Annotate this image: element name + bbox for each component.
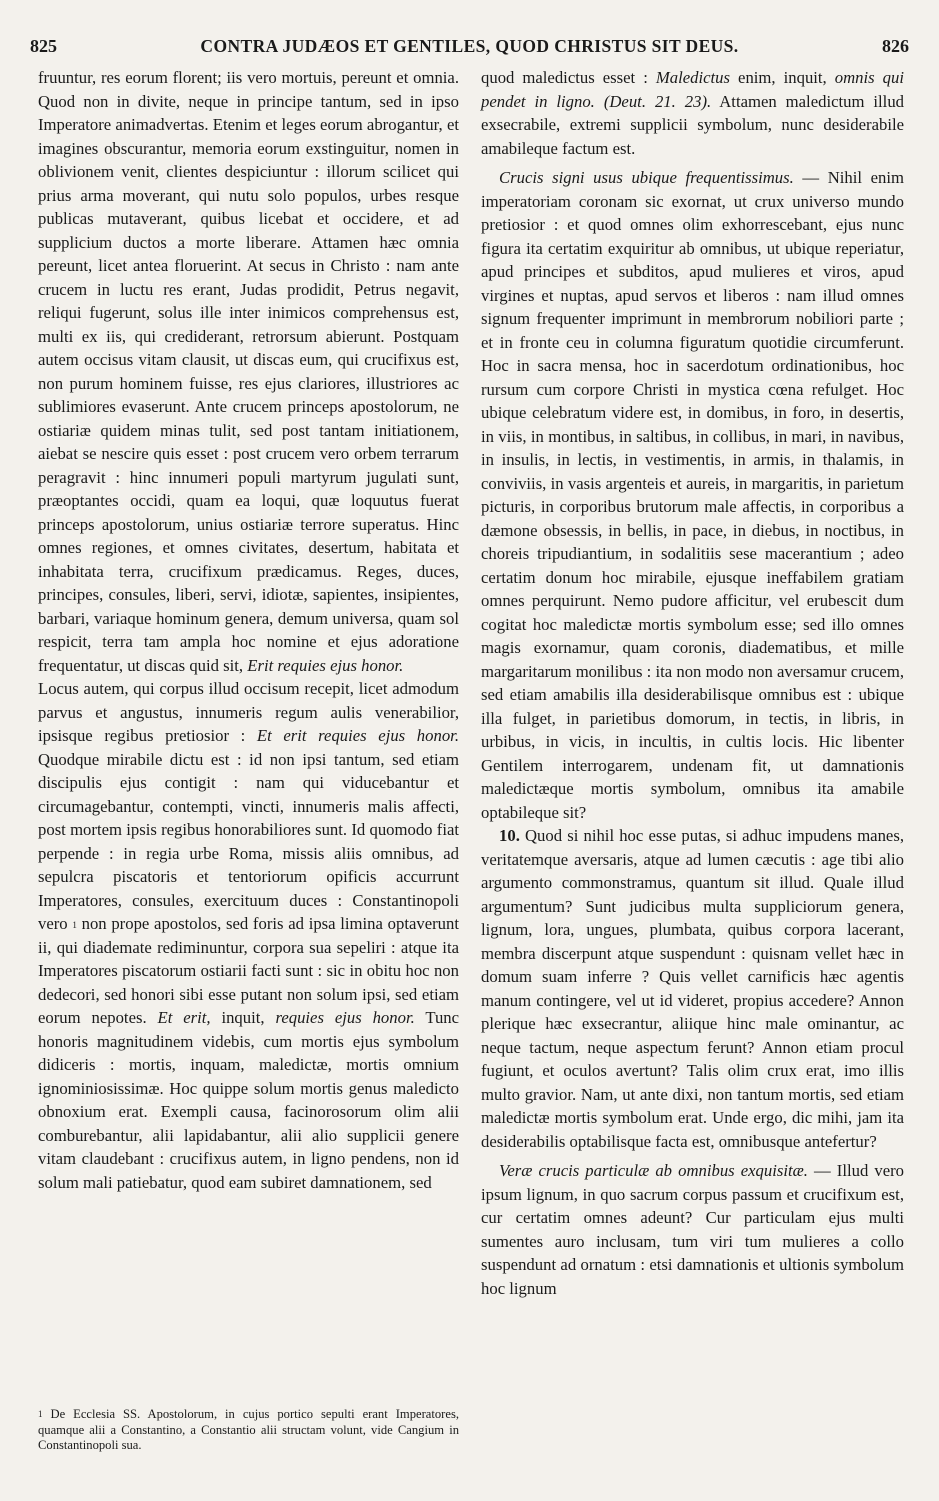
right-column [481,66,904,1300]
scripture-reference: (Deut. 21. 23). [603,91,712,111]
text-run: Attamen maledictum illud exsecrabile, extremi supplicii symbolum, nunc desiderabile amabileque factum est. [481,91,905,158]
text-run: — Illud vero ipsum lignum, in quo sacrum corpus passum et crucifixum est, cur certatim omnes adeunt? Cur particulam ejus multi sumentes auro inclusam, tum viri tum mulieres a collo suspendunt ad ornatum : etsi damnationis et ultionis symbolum hoc lignum [481,1161,905,1298]
paragraph-number: 10. [499,826,520,845]
footnote-marker: 1 [72,920,77,930]
text-run: non prope apostolos, sed foris ad ipsa limina optaverunt ii, qui diademate rediminuntur, corpora sua sepeliri : atque ita Imperatores piscatorum ostiarii facti sunt : sic in obitu hoc non dedecori, sed honori sibi esse putant non solum ipsi, sed etiam eorum nepotes. [38,914,460,1027]
section-heading: Veræ crucis particulæ ab omnibus exquisitæ. [499,1161,808,1180]
paragraph [38,677,459,1194]
paragraph [481,66,904,160]
footnote-mark: 1 [38,1409,43,1419]
page-number-left: 825 [30,36,57,56]
text-run: enim, inquit, [738,68,827,87]
text-run: Quod si nihil hoc esse putas, si adhuc impudens manes, veritatemque aversaris, atque ad lumen cæcutis : age tibi alio argumento commonstramus, quantum sit illud. Quale illud argumentum? Sunt judicibus multa suppliciorum genera, lignum, lora, ungues, plumbata, quibus corpora lacerant, membra discerpunt atque suspendunt : quisnam vellet hæc in domum suam inferre ? Quis vellet carnificis hæc agentis manum contingere, vel ut id videret, propius accedere? Annon plerique hæc exsecrantur, aliique hinc male ominantur, ac neque tactum, neque aspectum ferunt? Annon etiam procul fugiunt, et oculos avertunt? Talis olim crux erat, imo illis multo gravior. Nam, ut ante dixi, non tantum mortis, sed etiam maledictæ mortis symbolum erat. Unde ergo, dic mihi, jam ita desiderabilis optabilisque facta est, omnibusque antefertur? [481,826,904,1151]
paragraph [38,66,459,677]
footnote-text: De Ecclesia SS. Apostolorum, in cujus portico sepulti erant Imperatores, quamque alii a Constantino, a Constantio alii structam volunt, vide Cangium in Constantinopoli sua. [38,1407,459,1453]
paragraph [481,166,904,824]
text-run: Tunc honoris magnitudinem videbis, cum mortis ejus symbolum didiceris : mortis, inquam, maledictæ, mortis omnium ignominiosissimæ. Hoc quippe solum mortis genus maledicto obnoxium erat. Exempli causa, facinorosorum olim alii comburebantur, alii lapidabantur, alii alio supplicii genere vitam claudebant : crucifixus autem, in ligno pendens, non id solum mali patiebatur, quod eam subiret damnationem, sed [38,1008,460,1192]
scripture-quote: Et erit requies ejus honor. [256,726,459,745]
paragraph [481,1159,904,1300]
page-number-right: 826 [882,36,909,56]
scripture-quote: Erit requies ejus honor. [247,655,404,675]
scripture-quote: Et erit, [157,1008,211,1027]
left-column [38,66,459,1194]
text-run: quod maledictus esset : [481,68,648,87]
scripture-quote: requies ejus honor. [275,1008,415,1027]
running-title: CONTRA JUDÆOS ET GENTILES, QUOD CHRISTUS SIT DEUS. [200,36,739,56]
text-run: Quodque mirabile dictu est : id non ipsi tantum, sed etiam discipulis ejus contigit : nam qui viducebantur et circumagebantur, contempti, vincti, innumeris malis affecti, post mortem ipsis regibus honorabiliores sunt. Id quomodo fiat perpende : in regia urbe Roma, missis aliis omnibus, ad sepulcra piscatoris et tentoriorum opificis accurrunt Imperatores, consules, exercituum duces : Constantinopoli vero [38,749,459,933]
text-run: Locus autem, qui corpus illud occisum recepit, licet admodum parvus et angustus, innumeris regum aulis venerabilior, ipsisque regibus pretiosior : [38,679,459,745]
section-heading: Crucis signi usus ubique frequentissimus. [499,168,794,187]
footnote [38,1407,459,1454]
scripture-quote: omnis qui pendet in ligno. [481,68,904,111]
scripture-quote: Maledictus [655,68,731,87]
text-run: — Nihil enim imperatoriam coronam sic exornat, ut crux universo mundo pretiosior : et quod omnes olim exhorrescebant, ejus nunc figura ita certatim exquiritur ab omnibus, ut ubique reperiatur, apud principes et subditos, apud mulieres et viros, apud virgines et nuptas, apud servos et liberos : nam illud omnes signum frequenter imprimunt in membrorum nobiliori parte ; et in fronte ceu in columna figuratum quotidie circumferunt. Hoc in sacra mensa, hoc in sacerdotum ordinationibus, hoc rursum cum corpore Christi in mystica cœna refulget. Hoc ubique celebratum videre est, in domibus, in foro, in desertis, in viis, in montibus, in saltibus, in collibus, in mari, in navibus, in insulis, in lectis, in vestimentis, in armis, in thalamis, in conviviis, in vasis argenteis et aureis, in margaritis, in parietum picturis, in corporibus brutorum male affectis, in corporibus a dæmone obsessis, in bellis, in pace, in diebus, in noctibus, in choreis tripudiantium, in sodalitiis sese macerantium ; adeo certatim donum hoc mirabile, ejusque ineffabilem gratiam omnes perquirunt. Nemo pudore afficitur, vel erubescit dum cogitat hoc maledictæ mortis symbolum esse; sed illo omnes magis exornamur, quam coronis, diadematibus, et mille margaritarum monilibus : ita non modo non aversamur crucem, sed etiam amabilis illa desiderabilisque omnibus est : ubique illa fulget, in parietibus domorum, in tectis, in libris, in urbibus, in vicis, in incultis, in cultis locis. Hic libenter Gentilem interrogarem, undenam fit, ut damnationis maledictæque mortis symbolum, omnibus ita amabile optabileque sit? [481,168,904,822]
text-run: fruuntur, res eorum florent; iis vero mortuis, pereunt et omnia. Quod non in divite, neque in principe tantum, sed in ipso Imperatore animadvertas. Etenim et leges eorum abrogantur, et imagines obscurantur, memoria eorum exstinguitur, nomen in oblivionem venit, clientes despiciuntur : illorum scilicet qui prius arma moverant, qui nutu solo populos, urbes resque publicas mutaverant, quibus licebat et occidere, et ad supplicium ductos a morte liberare. Attamen hæc omnia pereunt, licet antea floruerint. At secus in Christo : nam ante crucem in luctu res erant, Judas prodidit, Petrus negavit, reliqui fugerunt, solus ille inter inimicos comprehensus est, multi ex iis, qui crediderant, retrorsum abierunt. Postquam autem occisus vitam clausit, ut discas eum, qui crucifixus est, non purum hominem fuisse, res ejus clariores, illustriores ac sublimiores evaserunt. Ante crucem princeps apostolorum, ne ostiariæ quidem minas tulit, sed post tantam initiationem, aiebat se nescire quis esset : post crucem vero orbem terrarum peragravit : hinc innumeri populi martyrum jugulati sunt, præoptantes occidi, quam ea loqui, quæ loquutus fuerat princeps apostolorum, unius ostiariæ terrore superatus. Hinc omnes regiones, et omnes civitates, desertum, habitata et inhabitata terra, crucifixum prædicamus. Reges, duces, principes, consules, liberi, servi, idiotæ, sapientes, insipientes, barbari, variaque hominum genera, demum universa, quam sol respicit, terra tam ampla hoc nomine et ejus adoratione frequentatur, ut discas quid sit, [38,68,459,675]
text-run: inquit, [221,1008,265,1027]
paragraph [481,824,904,1153]
running-header [30,36,909,60]
